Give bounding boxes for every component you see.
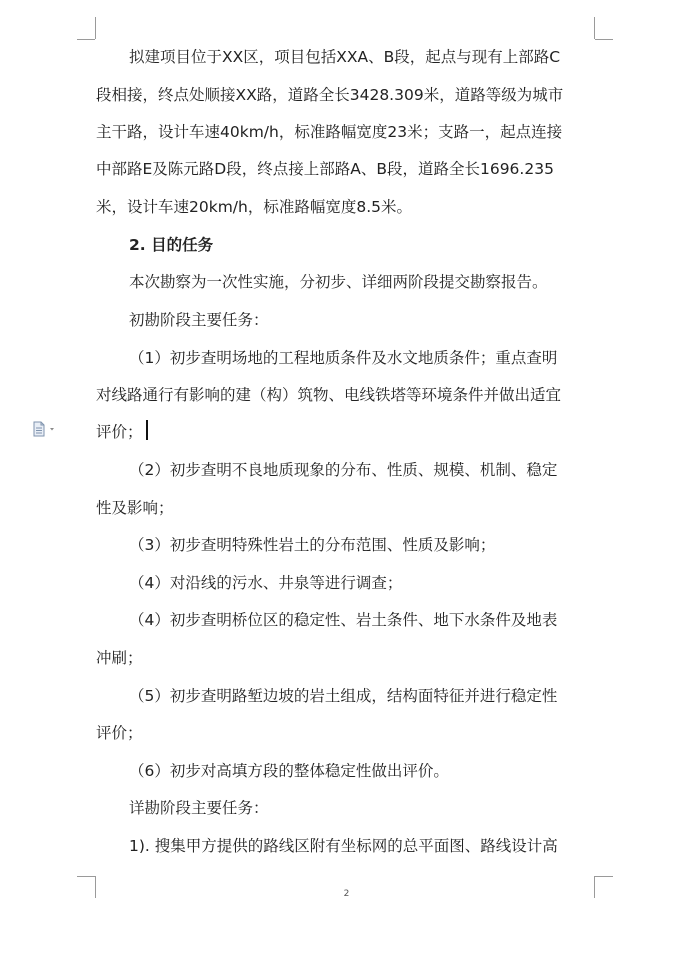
text-line-10[interactable]: 评价； (96, 423, 143, 441)
document-icon[interactable] (33, 421, 59, 437)
text-line-21[interactable]: 1). 搜集甲方提供的路线区附有坐标网的总平面图、路线设计高 (129, 837, 558, 855)
text-line-16[interactable]: 冲刷； (96, 649, 143, 667)
text-line-14[interactable]: （4）对沿线的污水、井泉等进行调查； (129, 574, 403, 592)
text-line-3[interactable]: 主干路，设计车速40km/h，标准路幅宽度23米；支路一，起点连接 (96, 123, 563, 141)
text-cursor (146, 420, 148, 440)
text-line-15[interactable]: （4）初步查明桥位区的稳定性、岩土条件、地下水条件及地表 (129, 611, 558, 629)
text-line-1[interactable]: 拟建项目位于XX区，项目包括XXA、B段，起点与现有上部路C (129, 48, 561, 66)
chevron-down-icon (50, 428, 54, 431)
page-number: 2 (343, 889, 350, 899)
section-heading[interactable]: 2. 目的任务 (129, 236, 214, 254)
text-line-5[interactable]: 米，设计车速20km/h，标准路幅宽度8.5米。 (96, 198, 412, 216)
text-line-12[interactable]: 性及影响； (96, 499, 174, 517)
text-line-11[interactable]: （2）初步查明不良地质现象的分布、性质、规模、机制、稳定 (129, 461, 558, 479)
text-line-18[interactable]: 评价； (96, 724, 143, 742)
text-line-7[interactable]: 初勘阶段主要任务： (129, 311, 269, 329)
text-line-9[interactable]: 对线路通行有影响的建（构）筑物、电线铁塔等环境条件并做出适宜 (96, 386, 562, 404)
text-line-19[interactable]: （6）初步对高填方段的整体稳定性做出评价。 (129, 762, 449, 780)
text-line-6[interactable]: 本次勘察为一次性实施，分初步、详细两阶段提交勘察报告。 (129, 273, 548, 291)
text-line-2[interactable]: 段相接，终点处顺接XX路，道路全长3428.309米，道路等级为城市 (96, 86, 564, 104)
text-line-4[interactable]: 中部路E及陈元路D段，终点接上部路A、B段，道路全长1696.235 (96, 160, 554, 178)
text-line-13[interactable]: （3）初步查明特殊性岩土的分布范围、性质及影响； (129, 536, 496, 554)
text-line-20[interactable]: 详勘阶段主要任务： (129, 799, 269, 817)
text-line-8[interactable]: （1）初步查明场地的工程地质条件及水文地质条件；重点查明 (129, 349, 558, 367)
text-line-17[interactable]: （5）初步查明路堑边坡的岩土组成，结构面特征并进行稳定性 (129, 687, 558, 705)
